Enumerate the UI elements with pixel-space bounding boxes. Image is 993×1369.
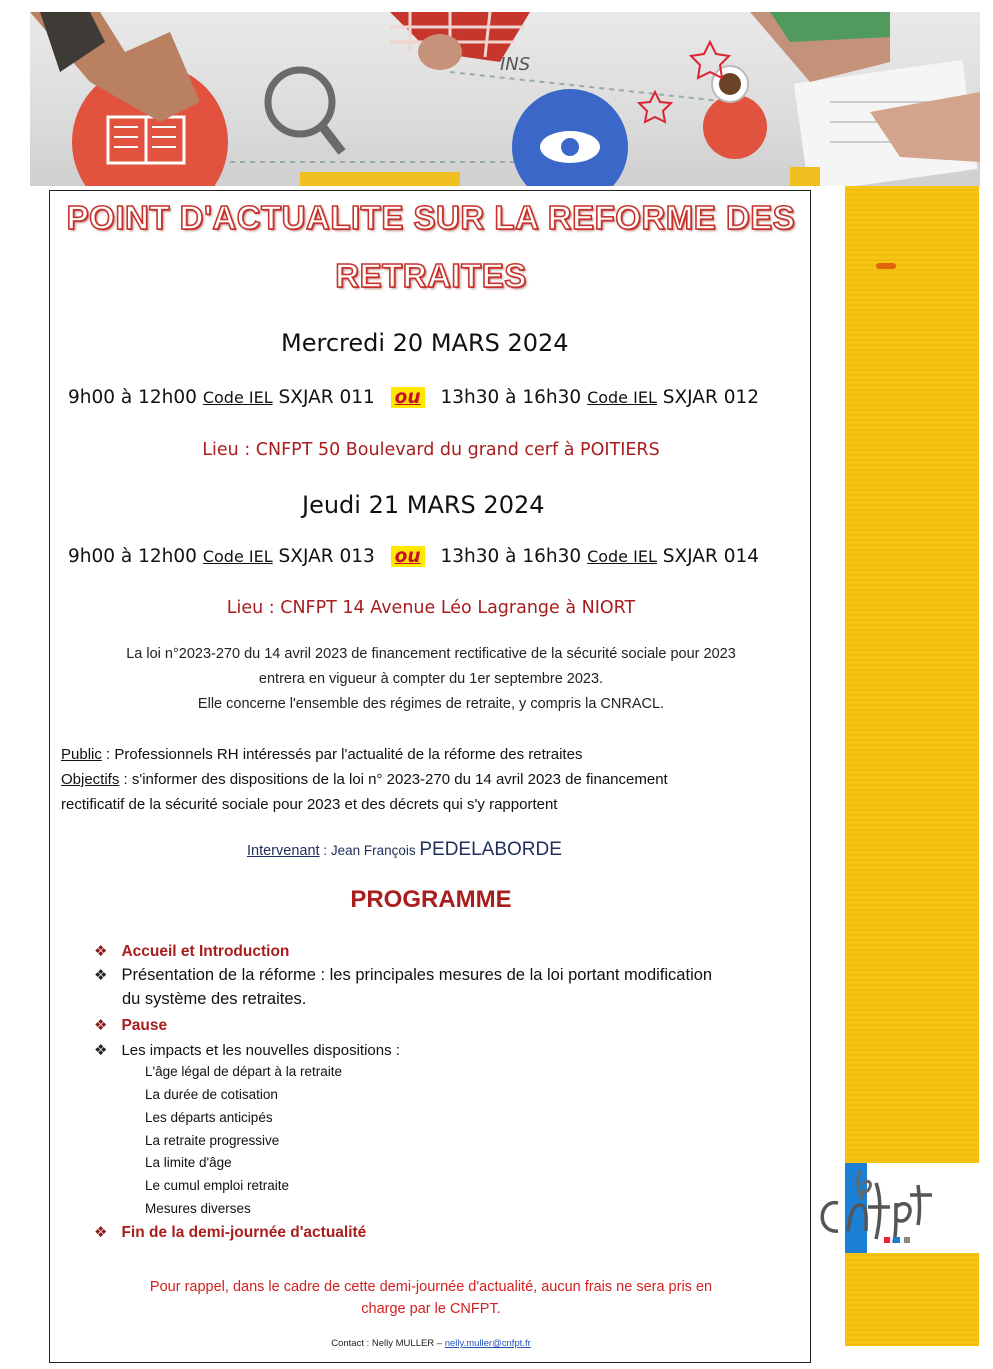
session1-afternoon-code: SXJAR 012 — [662, 387, 759, 408]
diamond-bullet-icon: ❖ — [94, 1223, 108, 1241]
session1-location: Lieu : CNFPT 50 Boulevard du grand cerf à POITIERS — [202, 440, 660, 460]
session2-schedule — [68, 546, 759, 567]
intro-line2: entrera en vigueur à compter du 1er septembre 2023. — [258, 671, 604, 687]
programme-subitem: La limite d'âge — [145, 1155, 232, 1170]
reminder-line2: charge par le CNFPT. — [361, 1301, 501, 1317]
programme-item: ❖ Accueil et Introduction — [94, 942, 290, 960]
contact-email-link[interactable]: nelly.muller@cnfpt.fr — [444, 1338, 531, 1349]
diamond-bullet-icon: ❖ — [94, 966, 108, 984]
objectifs-text1: : s'informer des dispositions de la loi n° 2023-270 du 14 avril 2023 de financement — [119, 771, 668, 788]
session2-afternoon-code-label: Code IEL — [587, 547, 657, 566]
public-text: : Professionnels RH intéressés par l'actualité de la réforme des retraites — [101, 746, 583, 763]
public-label: Public — [61, 746, 102, 763]
contact-line — [50, 1338, 812, 1349]
intervenant-name: PEDELABORDE — [419, 839, 562, 860]
session1-or-highlight: ou — [391, 387, 425, 408]
session2-date: Jeudi 21 MARS 2024 — [302, 491, 545, 519]
document-title-line1: POINT D'ACTUALITE SUR LA REFORME DES — [66, 199, 796, 236]
session1-morning-time: 9h00 à 12h00 — [68, 387, 197, 408]
svg-text:INS: INS — [500, 54, 531, 75]
session1-afternoon-code-label: Code IEL — [587, 388, 657, 407]
session2-morning-code: SXJAR 013 — [278, 546, 375, 567]
document-title-line2: RETRAITES — [335, 257, 527, 294]
objectifs-line2: rectificatif de la sécurité sociale pour 2023 et des décrets qui s'y rapportent — [61, 796, 558, 813]
intervenant-label: Intervenant — [247, 843, 320, 859]
session2-morning-time: 9h00 à 12h00 — [68, 546, 197, 567]
session1-morning-code: SXJAR 011 — [278, 387, 375, 408]
diamond-bullet-icon: ❖ — [94, 1016, 108, 1034]
programme-item: ❖ Pause — [94, 1016, 168, 1034]
intro-line3: Elle concerne l'ensemble des régimes de retraite, y compris la CNRACL. — [197, 696, 665, 712]
session2-afternoon-time: 13h30 à 16h30 — [440, 546, 582, 567]
session2-location: Lieu : CNFPT 14 Avenue Léo Lagrange à NIORT — [226, 598, 636, 618]
session1-afternoon-time: 13h30 à 16h30 — [440, 387, 582, 408]
programme-item: ❖ Les impacts et les nouvelles dispositions : — [94, 1041, 400, 1059]
objectifs-line1 — [61, 768, 668, 792]
session1-morning-code-label: Code IEL — [202, 388, 273, 407]
session1-schedule — [68, 387, 759, 408]
session1-date: Mercredi 20 MARS 2024 — [281, 329, 569, 357]
programme-item: ❖ Fin de la demi-journée d'actualité — [94, 1223, 367, 1241]
programme-subitem: La retraite progressive — [145, 1133, 280, 1148]
reminder-line1: Pour rappel, dans le cadre de cette demi-journée d'actualité, aucun frais ne sera pris en — [149, 1279, 713, 1295]
programme-subitem: L'âge légal de départ à la retraite — [145, 1064, 342, 1079]
header-banner-image — [30, 12, 980, 186]
programme-subitem: La durée de cotisation — [145, 1087, 278, 1102]
session2-or-highlight: ou — [391, 546, 425, 567]
diamond-bullet-icon: ❖ — [94, 1041, 108, 1059]
programme-subitem: Mesures diverses — [145, 1201, 251, 1216]
diamond-bullet-icon: ❖ — [94, 942, 108, 960]
programme-subitem: Les départs anticipés — [145, 1110, 273, 1125]
document-frame — [49, 190, 811, 1363]
side-accent-mark — [876, 263, 896, 269]
programme-item-continuation: du système des retraites. — [122, 990, 307, 1008]
session2-morning-code-label: Code IEL — [202, 547, 273, 566]
public-line — [61, 743, 582, 767]
intervenant-line — [247, 839, 562, 861]
programme-subitem: Le cumul emploi retraite — [145, 1178, 290, 1193]
cnfpt-logo — [808, 1163, 980, 1253]
intervenant-separator: : Jean François — [319, 843, 420, 858]
session2-afternoon-code: SXJAR 014 — [662, 546, 759, 567]
programme-item: ❖ Présentation de la réforme : les principales mesures de la loi portant modification — [94, 966, 713, 984]
intro-line1: La loi n°2023-270 du 14 avril 2023 de financement rectificative de la sécurité sociale pour 2023 — [126, 646, 736, 662]
objectifs-label: Objectifs — [61, 771, 120, 788]
contact-label: Contact : Nelly MULLER – — [331, 1338, 445, 1349]
programme-title: PROGRAMME — [350, 886, 512, 913]
